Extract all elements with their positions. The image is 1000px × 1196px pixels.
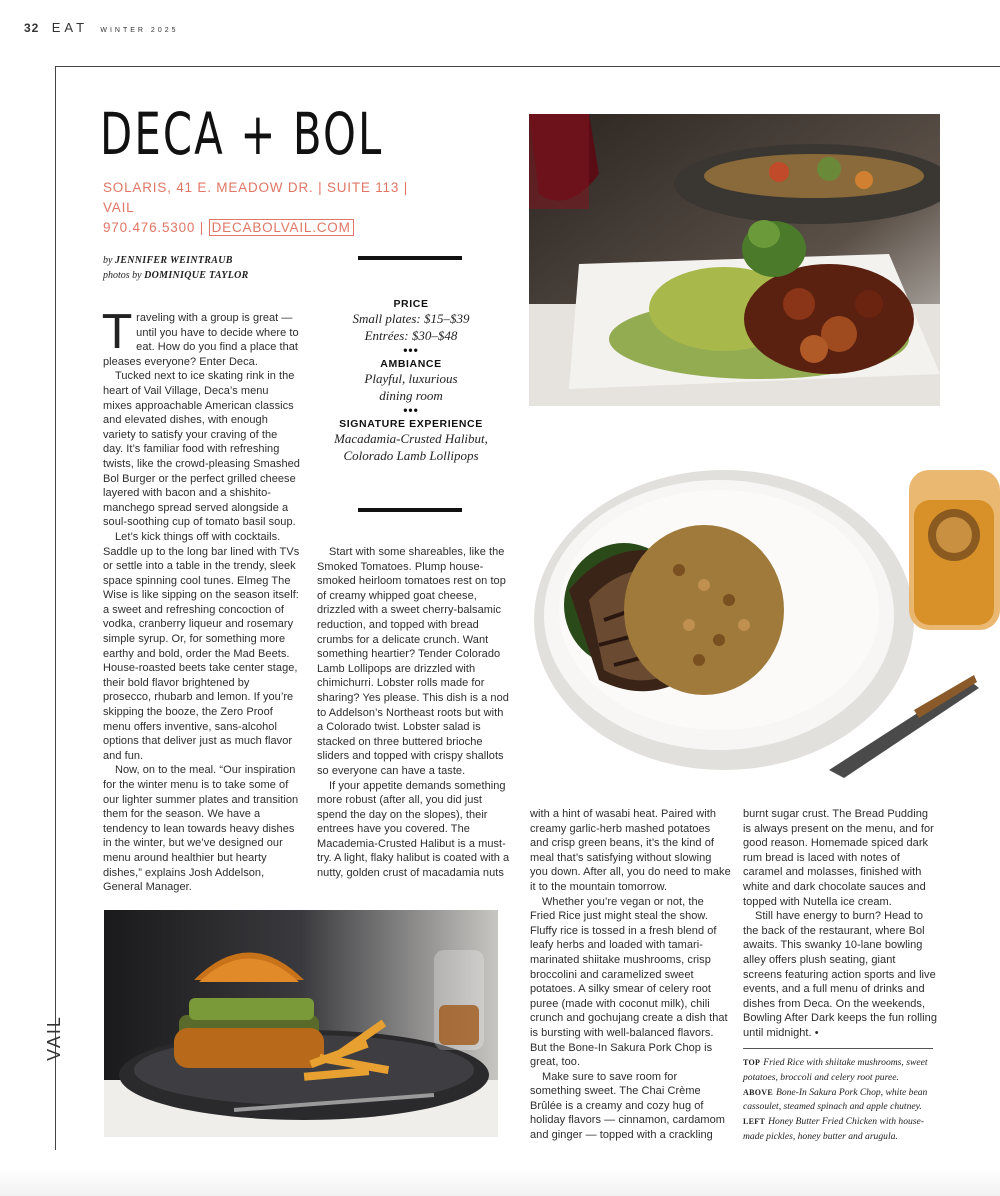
page-header: [24, 20, 179, 35]
byline-prefix: by: [103, 255, 113, 266]
author-name: JENNIFER WEINTRAUB: [114, 255, 233, 266]
page-number: 32: [24, 21, 40, 35]
paragraph: Whether you’re vegan or not, the Fried Rice just might steal the show. Fluffy rice is tossed in a fresh blend of leafy herbs and loaded with tamari-marinated shiitake mushrooms, crisp broccolini and caramelized sweet potatoes. A silky smear of celery root puree (made with coconut milk), chili crunch and gochujang create a dish that is bursting with well-balanced flavors. But the Bone-In Sakura Pork Chop is great, too.: [530, 895, 728, 1069]
frame-top-rule: [55, 66, 1000, 67]
restaurant-address: [103, 178, 433, 238]
caption-label-above: ABOVE: [743, 1087, 773, 1097]
price-heading: PRICE: [393, 298, 429, 310]
ambiance-heading: AMBIANCE: [380, 358, 442, 370]
address-line: SOLARIS, 41 E. MEADOW DR. | SUITE 113 | VAIL: [103, 180, 409, 215]
section-label: VAIL: [43, 1015, 64, 1061]
photographer-name: DOMINIQUE TAYLOR: [144, 270, 249, 281]
paragraph: Start with some shareables, like the Smoked Tomatoes. Plump house-smoked heirloom tomatoes rest on top of creamy whipped goat cheese, drizzled with a sweet cherry-balsamic reduction, and topped with bread crumbs for a delicate crunch. Want something heartier? Tender Colorado Lamb Lollipops are drizzled with chimichurri. Lobster rolls made for sharing? Yes please. This dish is a nod to Addelson’s Northeast roots but with a Colorado twist. Lobster salad is stacked on three buttered brioche sliders and topped with crispy shallots so everyone can have a taste.: [317, 546, 509, 777]
photo-fried-chicken: [104, 910, 498, 1137]
paragraph: raveling with a group is great — until you have to decide where to eat. How do you find a place that pleases everyone? Enter Deca.: [103, 312, 299, 368]
contact-line: [103, 218, 433, 238]
photo-captions: [743, 1056, 943, 1145]
body-column-1: [103, 305, 300, 895]
caption-label-left: LEFT: [743, 1117, 766, 1127]
website-link[interactable]: DECABOLVAIL.COM: [209, 219, 354, 236]
byline: [103, 253, 249, 283]
price-entrees: Entrées: $30–$48: [364, 328, 458, 343]
sidebar-top-rule: [358, 256, 462, 260]
caption-rule: [743, 1048, 933, 1049]
paragraph: with a hint of wasabi heat. Paired with creamy garlic-herb mashed potatoes and crisp green beans, it’s the kind of meal that’s satisfying without slowing you down. After all, you do need to make it to the mountain tomorrow.: [530, 808, 731, 893]
ambiance-text: Playful, luxurious: [364, 371, 458, 386]
signature-text-2: Colorado Lamb Lollipops: [343, 448, 479, 463]
magazine-name: EAT: [51, 20, 89, 35]
body-column-2: [317, 545, 510, 881]
issue-label: WINTER 2025: [100, 27, 179, 34]
sidebar-bottom-rule: [358, 508, 462, 512]
paragraph: Still have energy to burn? Head to the back of the restaurant, where Bol awaits. This swanky 10-lane bowling alley offers plush seating, giant screens featuring action sports and live events, and a full menu of drinks and dishes from Deca. On the weekends, Bowling After Dark keeps the fun rolling until midnight. •: [743, 910, 937, 1039]
phone-number: 970.476.5300 |: [103, 220, 205, 235]
info-sidebar: [322, 296, 500, 464]
paragraph: burnt sugar crust. The Bread Pudding is always present on the menu, and for good reason. Homemade spiced dark rum bread is laced with notes of caramel and molasses, finished with white and dark chocolate sauces and topped with Nutella ice cream.: [743, 808, 934, 908]
separator-dots: •••: [403, 343, 419, 357]
paragraph: If your appetite demands something more robust (after all, you did just spend the day on the slopes), their entrees have you covered. The Macademia-Crusted Halibut is a must-try. A light, flaky halibut is coated with a nutty, golden crust of macadamia nuts: [317, 779, 510, 880]
signature-text: Macadamia-Crusted Halibut,: [334, 431, 488, 446]
separator-dots: •••: [403, 403, 419, 417]
paragraph: Tucked next to ice skating rink in the heart of Vail Village, Deca’s menu mixes approachable American classics and elevated dishes, with enough variety to satisfy your craving of the day. It’s familiar food with refreshing twists, like the crowd-pleasing Smashed Bol Burger or the perfect grilled cheese layered with bacon and a shishito-manchego spread served alongside a soul-soothing cup of tomato basil soup.: [103, 370, 300, 529]
body-column-3: [530, 807, 731, 1143]
photos-prefix: photos by: [103, 270, 142, 281]
caption-left: Honey Butter Fried Chicken with house-made pickles, honey butter and arugula.: [743, 1116, 924, 1142]
caption-above: Bone-In Sakura Pork Chop, white bean cassoulet, steamed spinach and apple chutney.: [743, 1086, 928, 1113]
drop-cap: T: [103, 305, 132, 359]
photo-pork-chop: [529, 460, 1000, 778]
page-bottom-edge: [0, 1170, 1000, 1196]
frame-left-rule: [55, 66, 56, 1150]
paragraph: Let’s kick things off with cocktails. Saddle up to the long bar lined with TVs or settle into a table in the trendy, sleek space spinning cool tunes. Elmeg The Wise is like sipping on the season itself: a sweet and refreshing concoction of vodka, cranberry liqueur and rosemary simple syrup. Or, for something more earthy and bold, order the Mad Beets. House-roasted beets take center stage, their bold flavor brightened by prosecco, rhubarb and lemon. If you’re skipping the booze, the Zero Proof menu offers inventive, sans-alcohol options that deliver just as much flavor and fun.: [103, 530, 300, 762]
body-column-4: [743, 807, 937, 1041]
photo-fried-rice: [529, 114, 940, 406]
price-small-plates: Small plates: $15–$39: [352, 311, 470, 326]
ambiance-text-2: dining room: [379, 388, 443, 403]
signature-heading: SIGNATURE EXPERIENCE: [339, 418, 483, 430]
paragraph: Make sure to save room for something sweet. The Chai Crème Brûlée is a creamy and cozy hug of holiday flavors — cinnamon, cardamom and ginger — topped with a crackling: [530, 1070, 725, 1142]
paragraph: Now, on to the meal. “Our inspiration for the winter menu is to take some of our lighter summer plates and transition them for the season. We have a tendency to lean towards heavy dishes in the winter, but we’ve designed our menu around healthier but hearty dishes,” explains Josh Addelson, General Manager.: [103, 764, 299, 894]
caption-top: Fried Rice with shiitake mushrooms, sweet potatoes, broccoli and celery root puree.: [743, 1057, 928, 1083]
caption-label-top: TOP: [743, 1058, 761, 1067]
article-title: DECA + BOL: [100, 100, 384, 168]
